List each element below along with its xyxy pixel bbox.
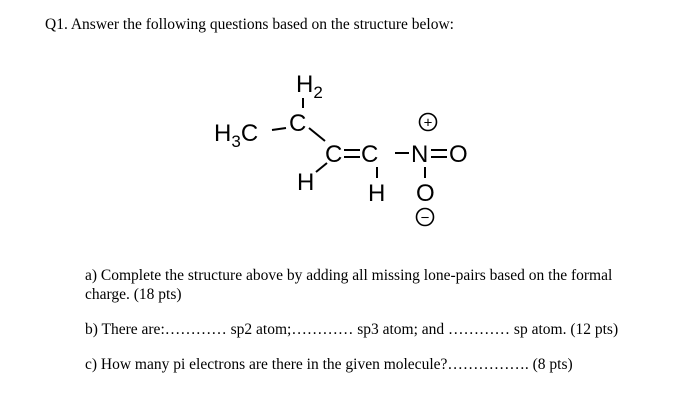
alkene-carbon-1: C: [325, 141, 343, 168]
oxygen-right: O: [449, 141, 468, 168]
plus-charge: +: [423, 114, 433, 132]
bond-ch2-c2: [309, 128, 325, 141]
part-a: [85, 266, 612, 304]
molecule-structure: [200, 62, 500, 237]
question-title: Q1. Answer the following questions based on the structure below:: [45, 16, 454, 33]
minus-charge: −: [420, 209, 430, 227]
alkene-carbon-2: C: [361, 141, 379, 168]
ch2-h2-label: $H_2$: [296, 71, 323, 102]
part-b: b) There are:………… sp2 atom;………… sp3 atom; and ………… sp atom. (12 pts): [85, 321, 619, 338]
bond-ch3-c: [272, 128, 286, 130]
part-c: c) How many pi electrons are there in the given molecule?……………. (8 pts): [85, 356, 573, 373]
nitrogen: N: [411, 141, 429, 168]
part-a-line1: a) Complete the structure above by adding all missing lone-pairs based on the formal: [85, 267, 613, 284]
ch3-label: $H_3C$: [214, 120, 259, 151]
h-lower-left: H: [297, 169, 315, 196]
part-a-line2: charge. (18 pts): [85, 286, 182, 303]
oxygen-lower: O: [416, 180, 435, 207]
ch2-carbon: C: [289, 110, 307, 137]
h-lower-mid: H: [368, 180, 386, 207]
